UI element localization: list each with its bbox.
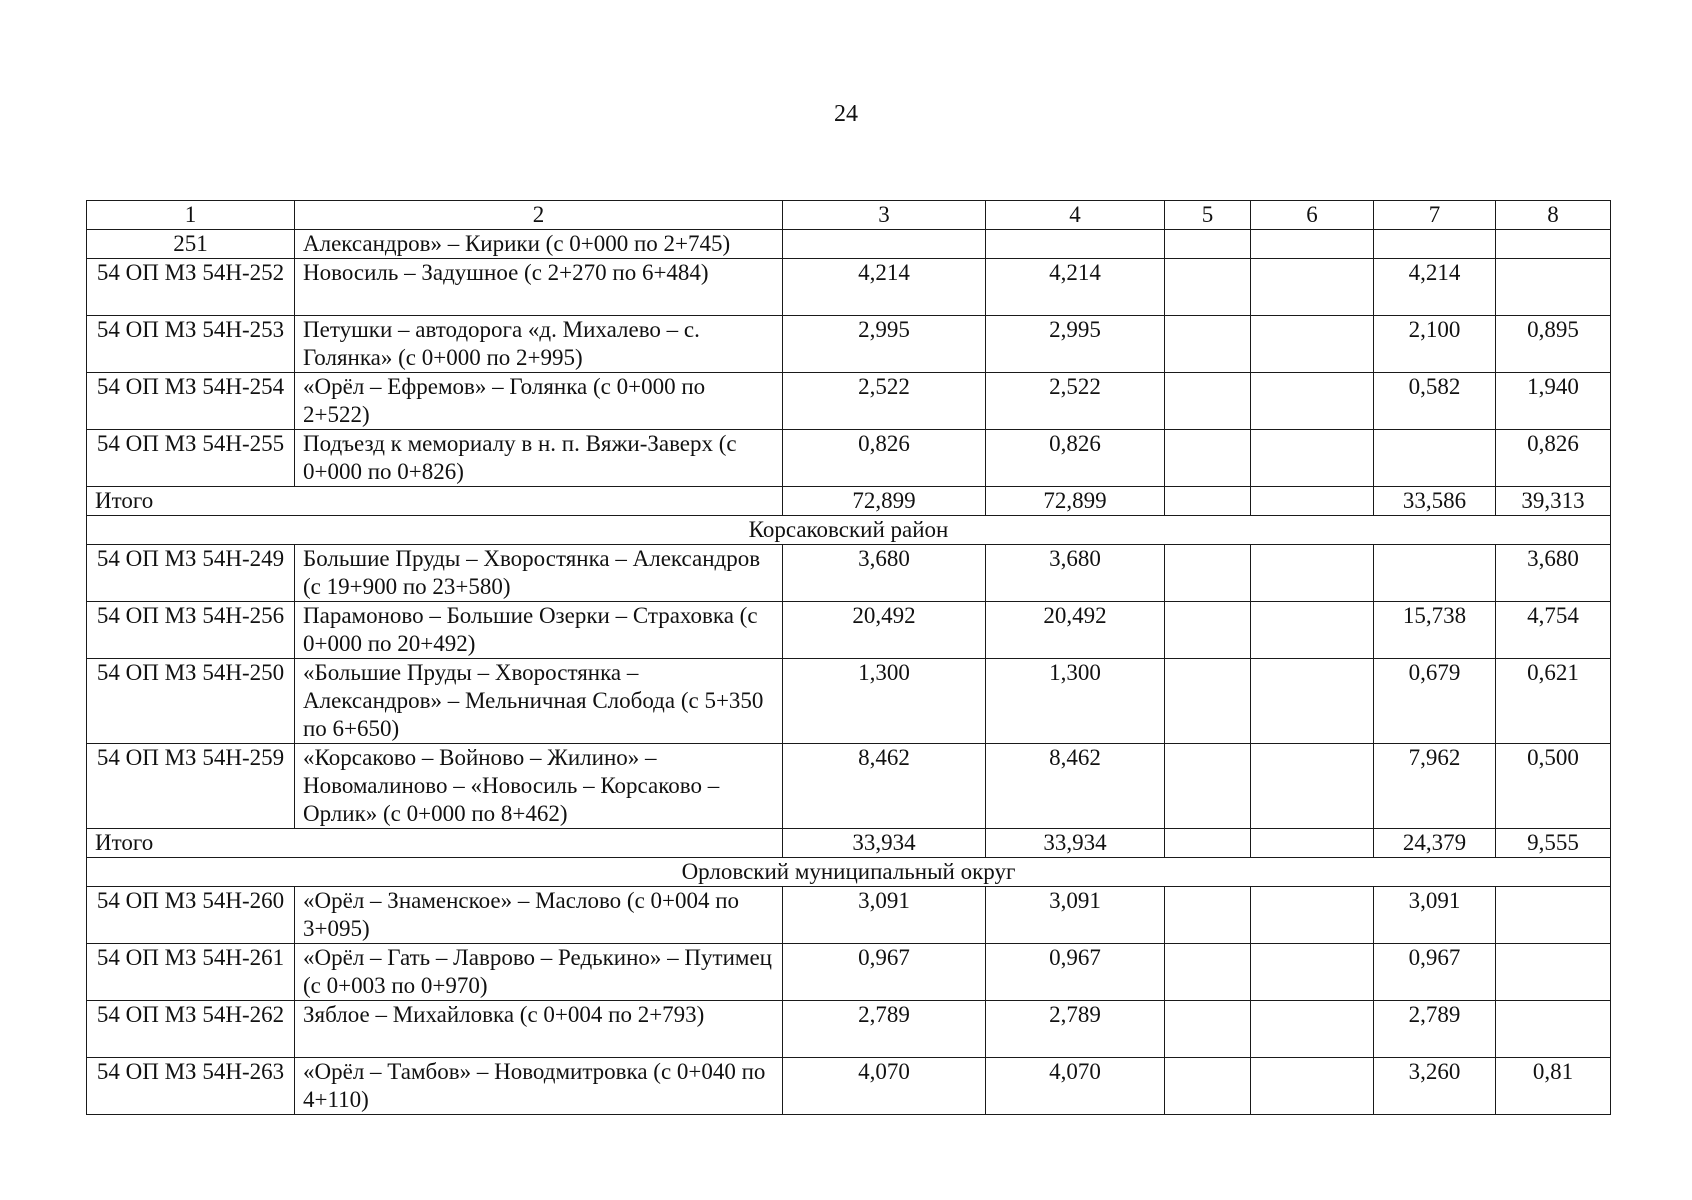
table-row — [87, 430, 1611, 487]
road-id-cell: 251 — [87, 230, 295, 259]
total-cell-3: 72,899 — [783, 487, 986, 516]
value-cell-3: 0,967 — [783, 944, 986, 1001]
road-id-cell: 54 ОП МЗ 54Н-256 — [87, 602, 295, 659]
value-cell-3: 4,214 — [783, 259, 986, 316]
value-cell-7: 15,738 — [1374, 602, 1496, 659]
table-row — [87, 659, 1611, 744]
value-cell-6 — [1251, 373, 1374, 430]
value-cell-3: 3,091 — [783, 887, 986, 944]
road-id-cell: 54 ОП МЗ 54Н-255 — [87, 430, 295, 487]
road-name-cell: Петушки – автодорога «д. Михалево – с. Голянка» (с 0+000 по 2+995) — [295, 316, 783, 373]
road-name-cell: «Орёл – Ефремов» – Голянка (с 0+000 по 2+522) — [295, 373, 783, 430]
value-cell-6 — [1251, 602, 1374, 659]
value-cell-5 — [1165, 1058, 1251, 1115]
road-name-cell: «Орёл – Тамбов» – Новодмитровка (с 0+040 по 4+110) — [295, 1058, 783, 1115]
value-cell-6 — [1251, 230, 1374, 259]
value-cell-6 — [1251, 659, 1374, 744]
value-cell-5 — [1165, 230, 1251, 259]
value-cell-5 — [1165, 602, 1251, 659]
road-name-cell: «Корсаково – Войново – Жилино» – Новомалиново – «Новосиль – Корсаково – Орлик» (с 0+000 по 8+462) — [295, 744, 783, 829]
road-name-cell: Большие Пруды – Хворостянка – Александров (с 19+900 по 23+580) — [295, 545, 783, 602]
column-header-1: 1 — [87, 201, 295, 230]
value-cell-8 — [1496, 887, 1611, 944]
table-row — [87, 373, 1611, 430]
value-cell-8: 0,826 — [1496, 430, 1611, 487]
value-cell-3: 1,300 — [783, 659, 986, 744]
road-id-cell: 54 ОП МЗ 54Н-263 — [87, 1058, 295, 1115]
value-cell-7: 0,967 — [1374, 944, 1496, 1001]
value-cell-7: 7,962 — [1374, 744, 1496, 829]
value-cell-7: 3,260 — [1374, 1058, 1496, 1115]
column-header-2: 2 — [295, 201, 783, 230]
total-cell-6 — [1251, 487, 1374, 516]
table-row — [87, 887, 1611, 944]
road-id-cell: 54 ОП МЗ 54Н-250 — [87, 659, 295, 744]
value-cell-5 — [1165, 545, 1251, 602]
total-cell-5 — [1165, 829, 1251, 858]
value-cell-6 — [1251, 430, 1374, 487]
total-cell-4: 72,899 — [986, 487, 1165, 516]
value-cell-7: 3,091 — [1374, 887, 1496, 944]
table-row — [87, 744, 1611, 829]
value-cell-4: 8,462 — [986, 744, 1165, 829]
value-cell-7 — [1374, 230, 1496, 259]
section-title: Орловский муниципальный округ — [87, 858, 1611, 887]
value-cell-5 — [1165, 316, 1251, 373]
value-cell-5 — [1165, 659, 1251, 744]
value-cell-4: 1,300 — [986, 659, 1165, 744]
value-cell-3: 3,680 — [783, 545, 986, 602]
total-cell-8: 9,555 — [1496, 829, 1611, 858]
roads-table — [86, 200, 1611, 1115]
value-cell-8: 4,754 — [1496, 602, 1611, 659]
road-name-cell: Александров» – Кирики (с 0+000 по 2+745) — [295, 230, 783, 259]
value-cell-5 — [1165, 887, 1251, 944]
road-id-cell: 54 ОП МЗ 54Н-249 — [87, 545, 295, 602]
road-id-cell: 54 ОП МЗ 54Н-259 — [87, 744, 295, 829]
column-header-7: 7 — [1374, 201, 1496, 230]
value-cell-7: 2,100 — [1374, 316, 1496, 373]
road-name-cell: Зяблое – Михайловка (с 0+004 по 2+793) — [295, 1001, 783, 1058]
value-cell-5 — [1165, 259, 1251, 316]
value-cell-3: 2,789 — [783, 1001, 986, 1058]
total-row — [87, 829, 1611, 858]
value-cell-4 — [986, 230, 1165, 259]
road-id-cell: 54 ОП МЗ 54Н-261 — [87, 944, 295, 1001]
value-cell-5 — [1165, 1001, 1251, 1058]
road-name-cell: «Орёл – Знаменское» – Маслово (с 0+004 по 3+095) — [295, 887, 783, 944]
value-cell-3: 0,826 — [783, 430, 986, 487]
value-cell-5 — [1165, 744, 1251, 829]
value-cell-8: 0,621 — [1496, 659, 1611, 744]
value-cell-3: 8,462 — [783, 744, 986, 829]
column-header-3: 3 — [783, 201, 986, 230]
value-cell-6 — [1251, 259, 1374, 316]
value-cell-6 — [1251, 1001, 1374, 1058]
road-id-cell: 54 ОП МЗ 54Н-253 — [87, 316, 295, 373]
value-cell-5 — [1165, 373, 1251, 430]
road-id-cell: 54 ОП МЗ 54Н-260 — [87, 887, 295, 944]
road-name-cell: Подъезд к мемориалу в н. п. Вяжи-Заверх (с 0+000 по 0+826) — [295, 430, 783, 487]
value-cell-4: 2,522 — [986, 373, 1165, 430]
table-row — [87, 602, 1611, 659]
value-cell-5 — [1165, 430, 1251, 487]
page-number: 24 — [834, 101, 858, 127]
value-cell-3: 2,522 — [783, 373, 986, 430]
column-header-4: 4 — [986, 201, 1165, 230]
value-cell-6 — [1251, 744, 1374, 829]
value-cell-4: 2,789 — [986, 1001, 1165, 1058]
value-cell-4: 2,995 — [986, 316, 1165, 373]
total-cell-6 — [1251, 829, 1374, 858]
total-label: Итого — [87, 829, 783, 858]
total-cell-5 — [1165, 487, 1251, 516]
value-cell-8 — [1496, 230, 1611, 259]
value-cell-8: 0,81 — [1496, 1058, 1611, 1115]
column-header-5: 5 — [1165, 201, 1251, 230]
section-row — [87, 858, 1611, 887]
value-cell-3: 2,995 — [783, 316, 986, 373]
value-cell-6 — [1251, 316, 1374, 373]
table-row — [87, 944, 1611, 1001]
total-cell-8: 39,313 — [1496, 487, 1611, 516]
value-cell-6 — [1251, 944, 1374, 1001]
value-cell-8: 0,895 — [1496, 316, 1611, 373]
road-id-cell: 54 ОП МЗ 54Н-254 — [87, 373, 295, 430]
value-cell-8: 3,680 — [1496, 545, 1611, 602]
table-row — [87, 230, 1611, 259]
table-row — [87, 259, 1611, 316]
value-cell-7: 4,214 — [1374, 259, 1496, 316]
total-cell-7: 33,586 — [1374, 487, 1496, 516]
value-cell-4: 4,070 — [986, 1058, 1165, 1115]
value-cell-8 — [1496, 1001, 1611, 1058]
section-title: Корсаковский район — [87, 516, 1611, 545]
value-cell-4: 3,680 — [986, 545, 1165, 602]
table-row — [87, 316, 1611, 373]
value-cell-3 — [783, 230, 986, 259]
value-cell-4: 0,826 — [986, 430, 1165, 487]
value-cell-6 — [1251, 887, 1374, 944]
total-cell-7: 24,379 — [1374, 829, 1496, 858]
value-cell-7: 2,789 — [1374, 1001, 1496, 1058]
value-cell-7 — [1374, 430, 1496, 487]
value-cell-8 — [1496, 259, 1611, 316]
value-cell-5 — [1165, 944, 1251, 1001]
road-name-cell: «Большие Пруды – Хворостянка – Александров» – Мельничная Слобода (с 5+350 по 6+650) — [295, 659, 783, 744]
road-id-cell: 54 ОП МЗ 54Н-252 — [87, 259, 295, 316]
value-cell-4: 0,967 — [986, 944, 1165, 1001]
value-cell-4: 20,492 — [986, 602, 1165, 659]
value-cell-8: 1,940 — [1496, 373, 1611, 430]
value-cell-8 — [1496, 944, 1611, 1001]
value-cell-3: 20,492 — [783, 602, 986, 659]
value-cell-6 — [1251, 1058, 1374, 1115]
road-name-cell: Парамоново – Большие Озерки – Страховка (с 0+000 по 20+492) — [295, 602, 783, 659]
table-row — [87, 545, 1611, 602]
column-header-row — [87, 201, 1611, 230]
section-row — [87, 516, 1611, 545]
value-cell-4: 3,091 — [986, 887, 1165, 944]
value-cell-7: 0,679 — [1374, 659, 1496, 744]
value-cell-8: 0,500 — [1496, 744, 1611, 829]
total-cell-3: 33,934 — [783, 829, 986, 858]
road-name-cell: Новосиль – Задушное (с 2+270 по 6+484) — [295, 259, 783, 316]
value-cell-3: 4,070 — [783, 1058, 986, 1115]
table-row — [87, 1001, 1611, 1058]
value-cell-6 — [1251, 545, 1374, 602]
value-cell-7: 0,582 — [1374, 373, 1496, 430]
column-header-8: 8 — [1496, 201, 1611, 230]
table-body — [87, 201, 1611, 1115]
road-name-cell: «Орёл – Гать – Лаврово – Редькино» – Путимец (с 0+003 по 0+970) — [295, 944, 783, 1001]
value-cell-4: 4,214 — [986, 259, 1165, 316]
column-header-6: 6 — [1251, 201, 1374, 230]
total-cell-4: 33,934 — [986, 829, 1165, 858]
road-id-cell: 54 ОП МЗ 54Н-262 — [87, 1001, 295, 1058]
value-cell-7 — [1374, 545, 1496, 602]
total-label: Итого — [87, 487, 783, 516]
table-row — [87, 1058, 1611, 1115]
total-row — [87, 487, 1611, 516]
